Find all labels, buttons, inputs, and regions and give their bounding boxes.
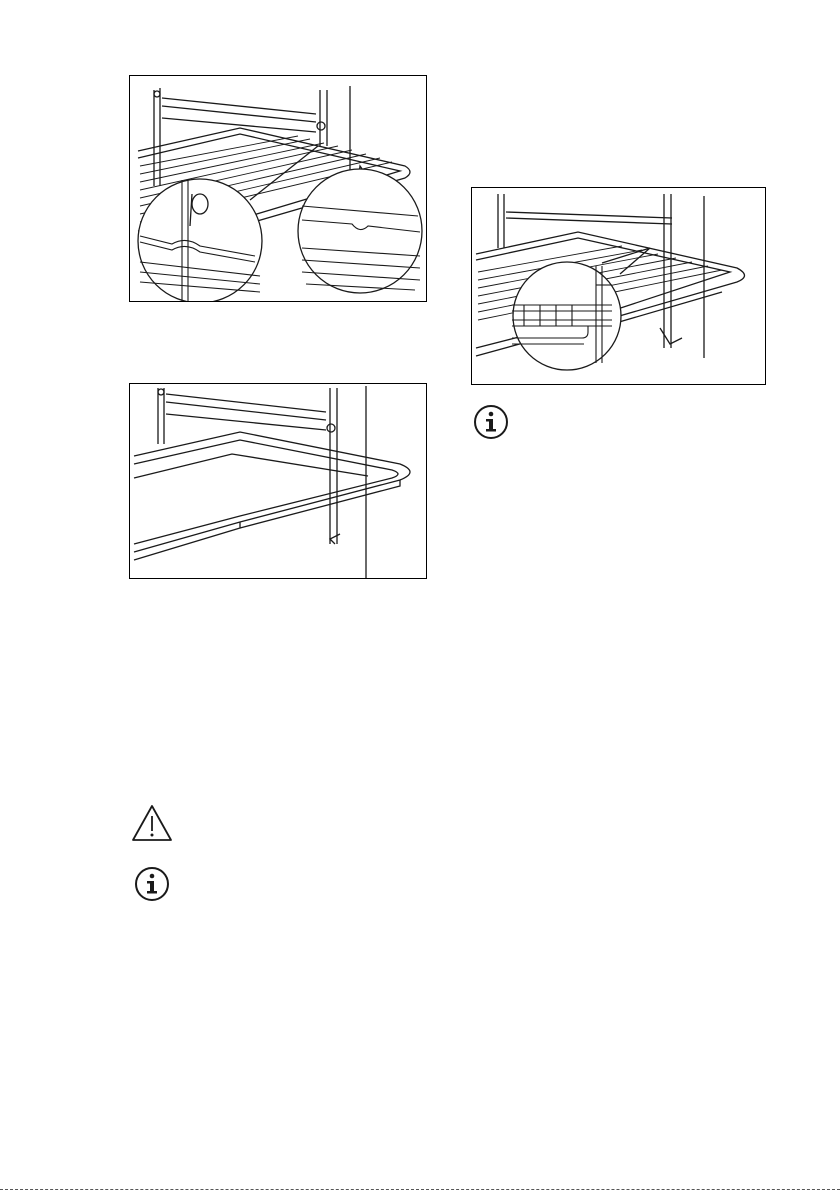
wire-shelf-drawing	[130, 76, 426, 301]
warning-icon	[131, 804, 173, 842]
shelf-tray-drawing	[472, 188, 765, 384]
info-icon	[473, 404, 509, 440]
info-icon	[134, 866, 170, 902]
wire-shelf-illustration	[129, 75, 427, 302]
shelf-tray-illustration	[471, 187, 766, 385]
tray-drawing	[130, 384, 426, 578]
tray-illustration	[129, 383, 427, 579]
page-bottom-rule	[0, 1189, 840, 1190]
